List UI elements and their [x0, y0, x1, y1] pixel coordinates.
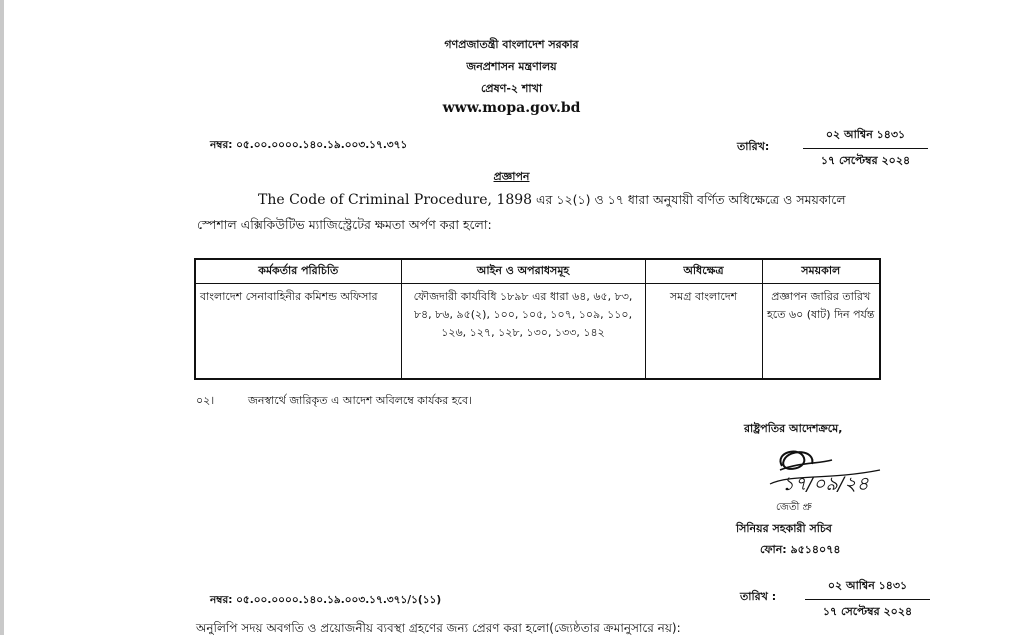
- col-header-jurisdiction: অধিক্ষেত্র: [645, 259, 762, 284]
- date-label-2: তারিখ :: [740, 590, 777, 603]
- document-title: প্রজ্ঞাপন: [493, 170, 530, 183]
- signatory-name: জেতী প্রু: [776, 502, 812, 513]
- date-english: ১৭ সেপ্টেম্বর ২০২৪: [820, 154, 911, 167]
- intro-line-1: [258, 192, 846, 212]
- website-link[interactable]: www.mopa.gov.bd: [442, 100, 581, 116]
- cell-jurisdiction: সমগ্র বাংলাদেশ: [645, 284, 762, 380]
- section-name: প্রেষণ-২ শাখা: [480, 82, 543, 95]
- paragraph-02: [196, 392, 472, 411]
- date-bangla: ০২ আশ্বিন ১৪৩১: [803, 126, 928, 149]
- table-row: [195, 284, 880, 380]
- cell-officer: বাংলাদেশ সেনাবাহিনীর কমিশন্ড অফিসার: [195, 284, 401, 380]
- col-header-period: সময়কাল: [762, 259, 880, 284]
- date-block: [803, 126, 928, 171]
- col-header-officer: কর্মকর্তার পরিচিতি: [195, 259, 401, 284]
- date-bangla-2: ০২ আশ্বিন ১৪৩১: [805, 577, 930, 600]
- signature-icon: [760, 444, 890, 500]
- signatory-designation: সিনিয়র সহকারী সচিব: [736, 522, 832, 535]
- signatory-phone: ফোন: ৯৫১৪০৭৪: [760, 543, 841, 556]
- memo-number: নম্বর: ০৫.০০.০০০০.১৪০.১৯.০০৩.১৭.৩৭১: [210, 139, 408, 151]
- memo-number-2: নম্বর: ০৫.০০.০০০০.১৪০.১৯.০০৩.১৭.৩৭১/১(১১): [210, 594, 442, 606]
- paragraph-text: জনস্বার্থে জারিকৃত এ আদেশ অবিলম্বে কার্যকর হবে।: [248, 394, 473, 407]
- date-english-2: ১৭ সেপ্টেম্বর ২০২৪: [822, 605, 913, 618]
- cell-period: প্রজ্ঞাপন জারির তারিখ হতে ৬০ (ষাট) দিন পর্যন্ত: [762, 284, 880, 380]
- table-header-row: [195, 259, 880, 284]
- intro-line-2: স্পেশাল এক্সিকিউটিভ ম্যাজিস্ট্রেটের ক্ষমতা অর্পণ করা হলো:: [197, 217, 492, 232]
- law-name: The Code of Criminal Procedure, 1898: [258, 192, 533, 208]
- intro-line-1-rest: এর ১২(১) ও ১৭ ধারা অনুযায়ী বর্ণিত অধিক্ষেত্রে ও সময়কালে: [532, 192, 846, 207]
- col-header-law: আইন ও অপরাধসমূহ: [401, 259, 645, 284]
- date-label: তারিখ:: [737, 140, 770, 153]
- govt-header: গণপ্রজাতন্ত্রী বাংলাদেশ সরকার: [444, 38, 579, 51]
- ministry-name: জনপ্রশাসন মন্ত্রণালয়: [466, 60, 557, 73]
- signature-date: ১৭/০৯/২৪: [782, 473, 869, 495]
- closing-text: অনুলিপি সদয় অবগতি ও প্রয়োজনীয় ব্যবস্থা গ্রহণের জন্য প্রেরণ করা হলো(জ্যেষ্ঠতার ক্রমানুসারে নয়):: [196, 621, 681, 635]
- order-line: রাষ্ট্রপতির আদেশক্রমে,: [744, 422, 843, 435]
- cell-law: ফৌজদারী কার্যবিধি ১৮৯৮ এর ধারা ৬৪, ৬৫, ৮৩, ৮৪, ৮৬, ৯৫(২), ১০০, ১০৫, ১০৭, ১০৯, ১১০, ১২৬, ১২৭, ১২৮, ১৩০, ১৩৩, ১৪২: [401, 284, 645, 380]
- authority-table: [194, 258, 881, 380]
- paragraph-number: ০২।: [196, 394, 215, 407]
- date-block-2: [805, 577, 930, 622]
